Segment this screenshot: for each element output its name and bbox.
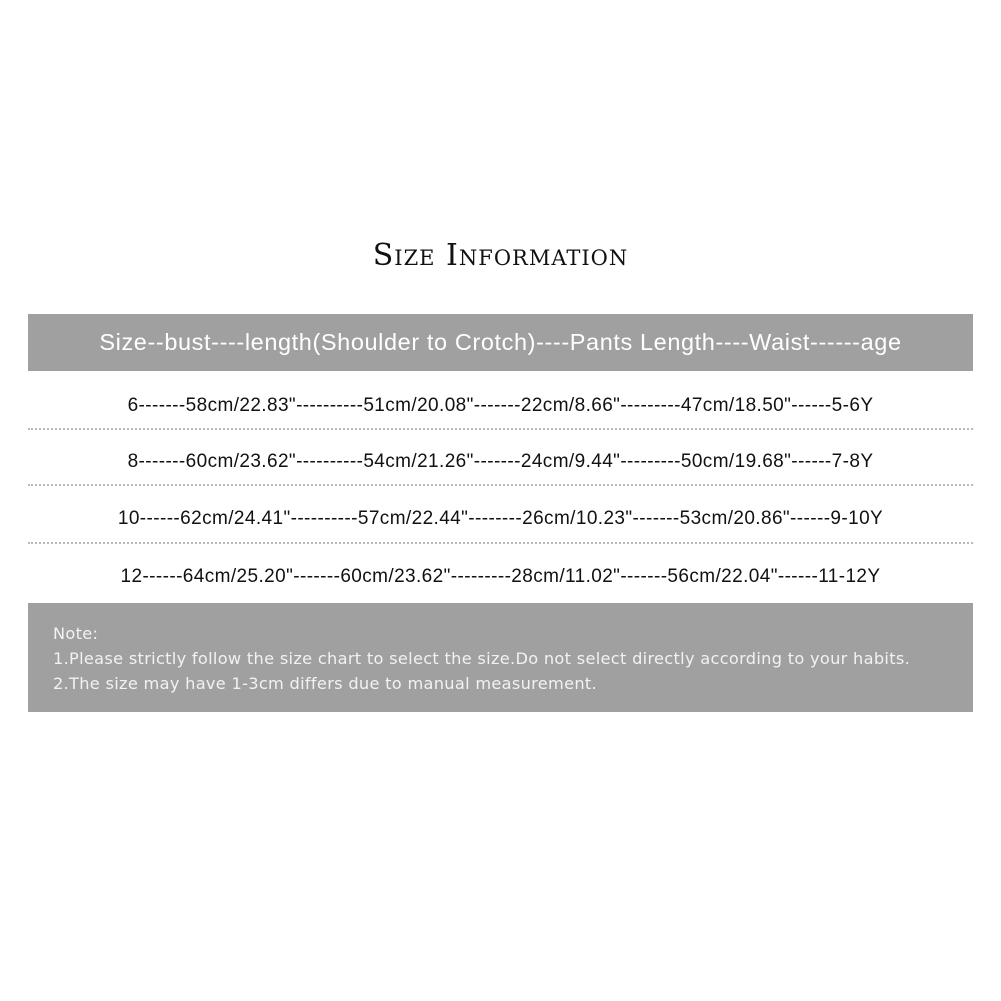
- header-label: Size--bust----length(Shoulder to Crotch)----Pants Length----Waist------age: [99, 329, 902, 355]
- page-title: Size Information: [372, 238, 629, 273]
- row-divider: [28, 484, 973, 486]
- row-divider: [28, 428, 973, 430]
- note-box: [28, 603, 973, 712]
- table-row: 8-------60cm/23.62"----------54cm/21.26"-------24cm/9.44"---------50cm/19.68"------7-8Y: [127, 451, 874, 472]
- note-line-2: 2.The size may have 1-3cm differs due to manual measurement.: [53, 674, 598, 693]
- note-line-1: 1.Please strictly follow the size chart to select the size.Do not select directly according to your habits.: [53, 649, 911, 668]
- table-row: 10------62cm/24.41"----------57cm/22.44"--------26cm/10.23"-------53cm/20.86"------9-10Y: [117, 508, 884, 529]
- table-row: 6-------58cm/22.83"----------51cm/20.08"-------22cm/8.66"---------47cm/18.50"------5-6Y: [127, 395, 874, 416]
- table-row: 12------64cm/25.20"-------60cm/23.62"---------28cm/11.02"-------56cm/22.04"------11-12Y: [120, 566, 881, 587]
- note-heading: Note:: [53, 624, 99, 643]
- row-divider: [28, 542, 973, 544]
- size-table-header: [28, 314, 973, 371]
